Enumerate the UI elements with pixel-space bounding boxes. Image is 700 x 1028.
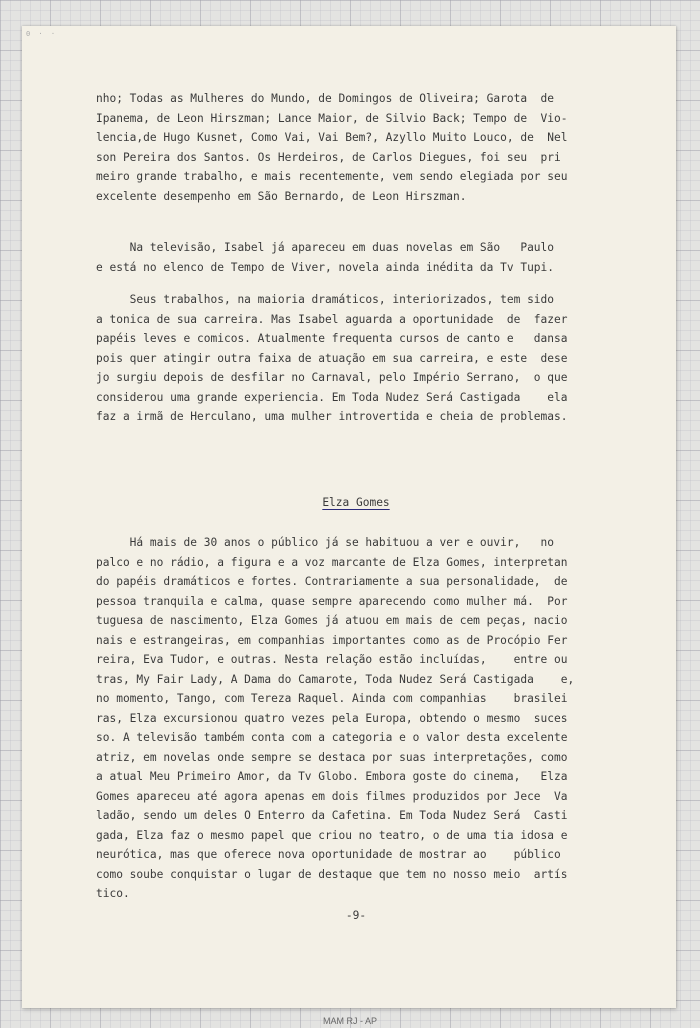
- corner-mark: 0 · ·: [26, 30, 58, 38]
- text-line: a tonica de sua carreira. Mas Isabel aguarda a oportunidade de fazer: [96, 312, 568, 326]
- text-line: a atual Meu Primeiro Amor, da Tv Globo. Embora goste do cinema, Elza: [96, 770, 568, 783]
- page-number: -9-: [345, 909, 367, 922]
- text-line: ladão, sendo um deles O Enterro da Cafetina. Em Toda Nudez Será Casti: [96, 809, 568, 822]
- text-line: neurótica, mas que oferece nova oportunidade de mostrar ao público: [96, 848, 561, 861]
- text-line: papéis leves e comicos. Atualmente frequenta cursos de canto e dansa: [96, 332, 568, 345]
- text-line: do papéis dramáticos e fortes. Contrariamente a sua personalidade, de: [96, 575, 568, 588]
- paragraph-film-list: [96, 89, 616, 206]
- text-line: tuguesa de nascimento, Elza Gomes já atuou em mais de cem peças, nacio: [96, 614, 568, 627]
- text-line: jo surgiu depois de desfilar no Carnaval, pelo Império Serrano, o que: [96, 371, 568, 384]
- text-line: gada, Elza faz o mesmo papel que criou no teatro, o de uma tia idosa e: [96, 828, 568, 842]
- text-line: son Pereira dos Santos. Os Herdeiros, de Carlos Diegues, foi seu pri: [96, 150, 561, 164]
- paragraph-elza-gomes: [96, 533, 616, 904]
- paragraph-television: [96, 238, 616, 277]
- text-line: tras, My Fair Lady, A Dama do Camarote, Toda Nudez Será Castigada e,: [96, 672, 575, 686]
- text-line: Seus trabalhos, na maioria dramáticos, interiorizados, tem sido: [96, 293, 555, 306]
- text-line: excelente desempenho em São Bernardo, de Leon Hirszman.: [96, 189, 467, 203]
- text-line: pessoa tranquila e calma, quase sempre aparecendo como mulher má. Por: [96, 594, 568, 608]
- text-line: meiro grande trabalho, e mais recentemente, vem sendo elegiada por seu: [96, 170, 568, 183]
- text-line: como soube conquistar o lugar de destaque que tem no nosso meio artís: [96, 867, 568, 881]
- text-line: Há mais de 30 anos o público já se habituou a ver e ouvir, no: [96, 536, 555, 549]
- text-line: ras, Elza excursionou quatro vezes pela Europa, obtendo o mesmo suces: [96, 711, 568, 725]
- text-line: so. A televisão também conta com a categoria e o valor desta excelente: [96, 731, 568, 744]
- text-line: lencia,de Hugo Kusnet, Como Vai, Vai Bem?, Azyllo Muito Louco, de Nel: [96, 131, 568, 144]
- heading-text: Elza Gomes: [322, 496, 390, 509]
- text-line: faz a irmã de Herculano, uma mulher introvertida e cheia de problemas.: [96, 410, 568, 423]
- section-heading: [96, 496, 616, 509]
- paragraph-career: [96, 290, 616, 427]
- text-line: no momento, Tango, com Tereza Raquel. Ainda com companhias brasilei: [96, 692, 568, 705]
- text-line: e está no elenco de Tempo de Viver, novela ainda inédita da Tv Tupi.: [96, 260, 555, 274]
- text-line: Ipanema, de Leon Hirszman; Lance Maior, de Silvio Back; Tempo de Vio-: [96, 111, 568, 125]
- text-line: nho; Todas as Mulheres do Mundo, de Domingos de Oliveira; Garota de: [96, 92, 555, 105]
- text-line: pois quer atingir outra faixa de atuação em sua carreira, e este dese: [96, 351, 568, 365]
- archive-footer: MAM RJ - AP: [322, 1016, 377, 1026]
- text-line: reira, Eva Tudor, e outras. Nesta relação estão incluídas, entre ou: [96, 653, 568, 666]
- text-line: nais e estrangeiras, em companhias importantes como as de Procópio Fer: [96, 633, 568, 647]
- text-line: atriz, em novelas onde sempre se destaca por suas interpretações, como: [96, 750, 568, 764]
- text-line: Na televisão, Isabel já apareceu em duas novelas em São Paulo: [96, 241, 555, 254]
- text-line: tico.: [96, 887, 130, 900]
- text-line: palco e no rádio, a figura e a voz marcante de Elza Gomes, interpretan: [96, 555, 568, 569]
- text-line: considerou uma grande experiencia. Em Toda Nudez Será Castigada ela: [96, 390, 568, 404]
- text-line: Gomes apareceu até agora apenas em dois filmes produzidos por Jece Va: [96, 789, 568, 803]
